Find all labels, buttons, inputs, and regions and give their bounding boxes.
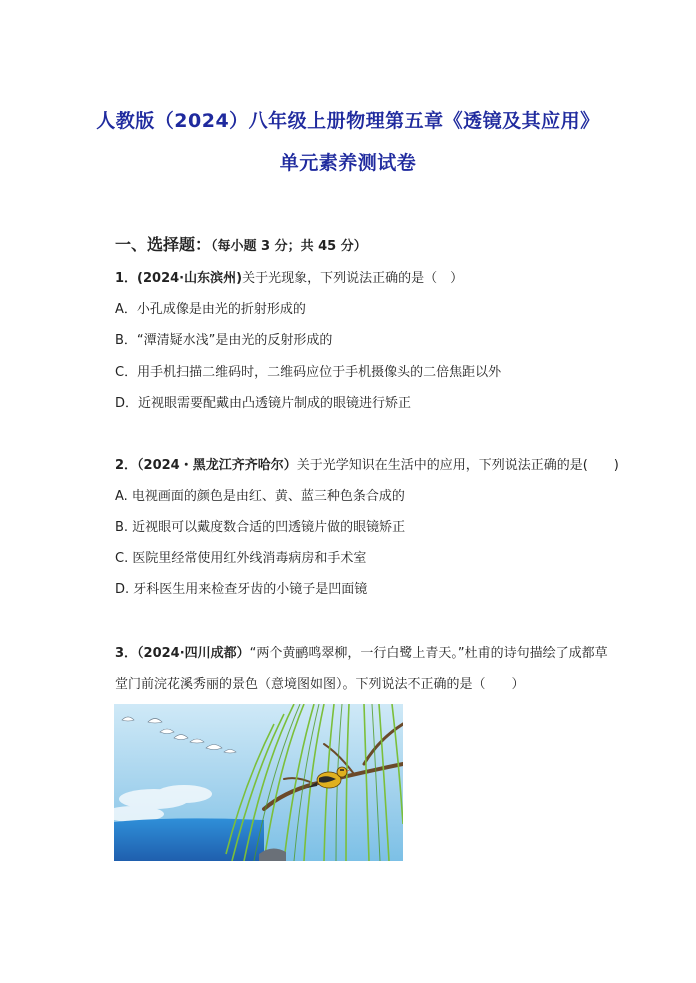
question-1-option-d: D．近视眼需要配戴由凸透镜片制成的眼镜进行矫正 <box>115 396 412 411</box>
question-stem: 关于光现象，下列说法正确的是（ ） <box>242 271 464 286</box>
document-title: 人教版（2024）八年级上册物理第五章《透镜及其应用》 <box>96 110 600 132</box>
question-source: （2024・黑龙江齐齐哈尔） <box>137 458 297 473</box>
question-2-option-b: B. 近视眼可以戴度数合适的凹透镜片做的眼镜矫正 <box>115 520 406 535</box>
section-note: （每小题 3 分；共 45 分） <box>211 239 367 254</box>
question-source: (2024·山东滨州) <box>137 271 243 286</box>
question-2 <box>115 457 619 475</box>
question-3 <box>115 645 608 663</box>
question-2-option-c: C. 医院里经常使用红外线消毒病房和手术室 <box>115 551 367 566</box>
question-number: 2． <box>115 458 138 473</box>
question-3-stem-line2: 堂门前浣花溪秀丽的景色（意境图如图）。下列说法不正确的是（ ） <box>115 677 525 692</box>
question-number: 3． <box>115 646 138 661</box>
section-heading <box>115 232 367 255</box>
poem-illustration <box>114 704 403 861</box>
section-title: 一、选择题： <box>115 235 212 254</box>
question-1-option-b: B．“潭清疑水浅”是由光的反射形成的 <box>115 333 333 348</box>
willow-oriole-egret-scene <box>114 704 403 861</box>
question-1-option-c: C．用手机扫描二维码时，二维码应位于手机摄像头的二倍焦距以外 <box>115 365 502 380</box>
question-stem: 关于光学知识在生活中的应用，下列说法正确的是( ) <box>296 458 619 473</box>
document-subtitle: 单元素养测试卷 <box>279 152 417 174</box>
question-2-option-a: A. 电视画面的颜色是由红、黄、蓝三种色条合成的 <box>115 489 405 504</box>
question-number: 1． <box>115 271 138 286</box>
question-1-option-a: A．小孔成像是由光的折射形成的 <box>115 302 306 317</box>
question-stem-line1: “两个黄鹂鸣翠柳，一行白鹭上青天。”杜甫的诗句描绘了成都草 <box>249 646 608 661</box>
question-1 <box>115 270 463 288</box>
question-2-option-d: D. 牙科医生用来检查牙齿的小镜子是凹面镜 <box>115 582 368 597</box>
question-source: （2024·四川成都） <box>137 646 250 661</box>
